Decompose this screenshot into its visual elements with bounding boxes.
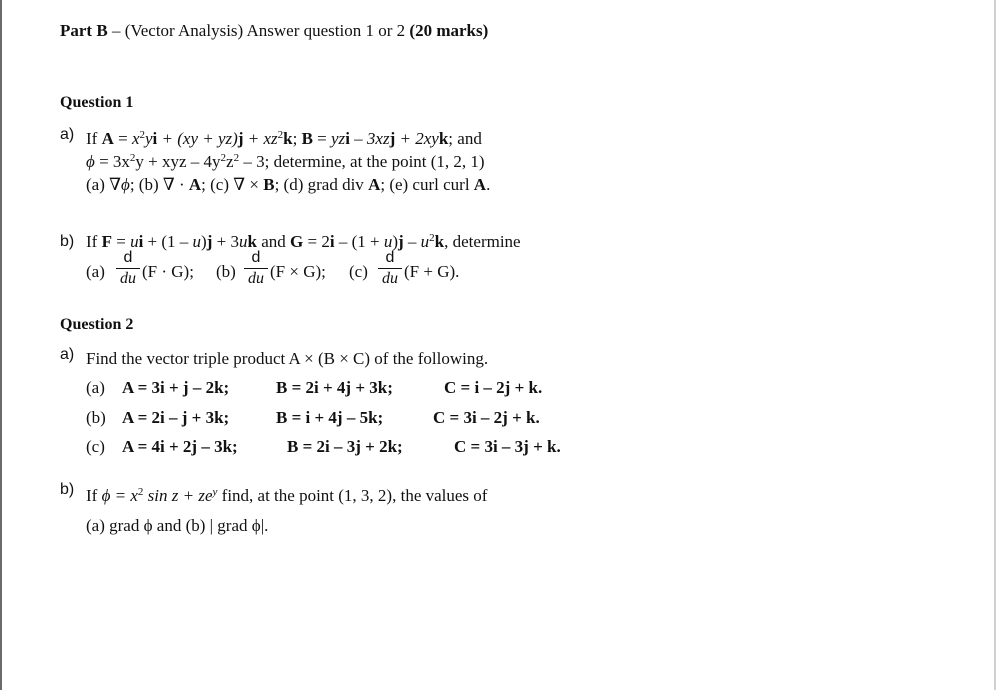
text-if: If	[86, 129, 98, 148]
q1b-label: b)	[60, 233, 75, 250]
unit-i: i	[138, 232, 144, 251]
header-dash: –	[107, 21, 125, 40]
term: = x	[110, 486, 138, 505]
derivative-fraction-c	[378, 250, 402, 287]
q1b-part-b-label: (b)	[216, 262, 236, 281]
q2a-row-c-vector-b: B = 2i – 3j + 2k;	[287, 437, 403, 456]
q1a-line3	[86, 176, 490, 193]
q1b-line1: If F = ui + (1 – u)j + 3uk and $G = 2i - (1 + u)j - u^2k$, determine	[86, 232, 521, 251]
frac-den: du	[382, 270, 398, 287]
period: .	[486, 175, 491, 194]
unit-k: k	[438, 129, 449, 148]
q2a-row-b-vector-c: C = 3i – 2j + k.	[433, 408, 540, 427]
q2a-intro: Find the vector triple product A × (B × C) of the following.	[86, 349, 489, 368]
q1a-label: a)	[60, 126, 75, 143]
vector-g: G	[290, 232, 304, 251]
q1b-part-c-label: (c)	[349, 262, 368, 281]
q2a-row-a-vector-b: B = 2i + 4j + 3k;	[276, 378, 393, 397]
text-find: find, at the point (1, 3, 2), the values of	[217, 486, 488, 505]
q2a-row-b-vector-a: A = 2i – j + 3k;	[122, 408, 230, 427]
vector-b: B	[263, 175, 275, 194]
q2a-row-b-part: (b)	[86, 408, 106, 427]
term: z	[226, 152, 234, 171]
unit-k: k	[247, 232, 257, 251]
text-determine: , determine	[444, 232, 521, 251]
frac-num: d	[251, 249, 261, 266]
term: + (xy + yz)	[157, 129, 238, 148]
unit-j: j	[206, 232, 213, 251]
q2b-line1: If $\phi = x^2$ $\sin z + ze^y$ find, at the point (1, 3, 2), the values of	[86, 486, 488, 505]
vector-a: A	[101, 129, 114, 148]
unit-j: j	[237, 129, 244, 148]
term: u	[130, 232, 139, 251]
vector-a: A	[473, 175, 487, 194]
q1b-expr-a: (F · G);	[142, 262, 194, 281]
left-border	[0, 0, 2, 690]
q2b-parts: (a) grad ϕ and (b) | grad ϕ|.	[86, 516, 269, 535]
part: ; (b) ∇ ·	[129, 175, 189, 194]
q1b-part-a-label: (a)	[86, 262, 105, 281]
derivative-fraction-b	[244, 250, 268, 287]
term: u	[192, 232, 202, 251]
frac-den: du	[248, 270, 264, 287]
part-header	[60, 22, 488, 39]
eq: =	[113, 129, 132, 148]
term: = 3x	[94, 152, 130, 171]
q1b-expr-b: (F × G);	[270, 262, 326, 281]
frac-den: du	[120, 270, 136, 287]
text-and: and	[256, 232, 290, 251]
unit-i: i	[329, 232, 335, 251]
term: – 3; determine, at the point (1, 2, 1)	[239, 152, 485, 171]
sep: ;	[292, 129, 302, 148]
text-and: ; and	[448, 129, 482, 148]
unit-i: i	[152, 129, 158, 148]
part: ; (c) ∇ ×	[201, 175, 264, 194]
q2a-row-a-part: (a)	[86, 378, 105, 397]
term: u	[238, 232, 248, 251]
term: x	[131, 129, 140, 148]
marks-label: (20 marks)	[409, 21, 489, 40]
q2a-row-c-vector-c: C = 3i – 3j + k.	[454, 437, 561, 456]
derivative-fraction-a	[116, 250, 140, 287]
q2a-row-a-vector-c: C = i – 2j + k.	[444, 378, 543, 397]
vector-a: A	[368, 175, 381, 194]
vector-b: B	[301, 129, 313, 148]
q2a-row-a-vector-a: A = 3i + j – 2k;	[122, 378, 230, 397]
q1a-line1: If $A = x^2yi + (xy + yz)j + xz^2k$; B = yzi – 3xzj + 2xyk; and	[86, 129, 482, 148]
vector-f: F	[101, 232, 112, 251]
question-2-heading: Question 2	[60, 316, 134, 333]
phi-symbol: ϕ	[86, 152, 95, 171]
text-if: If	[86, 232, 98, 251]
term: + 2xy	[395, 129, 439, 148]
term: – (1 +	[334, 232, 384, 251]
phi-symbol: ϕ	[121, 175, 130, 194]
frac-num: d	[385, 249, 395, 266]
term: )	[201, 232, 207, 251]
vector-a: A	[188, 175, 202, 194]
term: + (1 –	[143, 232, 193, 251]
term: yz	[331, 129, 346, 148]
part-label: Part B	[60, 21, 108, 40]
frac-num: d	[123, 249, 133, 266]
unit-k: k	[283, 129, 293, 148]
q1b-expr-c: (F + G).	[404, 262, 460, 281]
term: + xz	[243, 129, 278, 148]
q2a-label: a)	[60, 346, 75, 363]
eq: =	[111, 232, 131, 251]
q2a-row-c-vector-a: A = 4i + 2j – 3k;	[122, 437, 238, 456]
term: u	[420, 232, 430, 251]
term: = 2	[303, 232, 330, 251]
q2a-row-c-part: (c)	[86, 437, 105, 456]
text-if: If	[86, 486, 102, 505]
eq: =	[312, 129, 332, 148]
term: )	[392, 232, 398, 251]
part: ; (d) grad div	[274, 175, 369, 194]
term: –	[403, 232, 421, 251]
unit-j: j	[389, 129, 396, 148]
part: ; (e) curl curl	[380, 175, 474, 194]
question-1-heading: Question 1	[60, 94, 134, 111]
unit-i: i	[345, 129, 350, 148]
term: – 3xz	[349, 129, 390, 148]
term: y	[145, 129, 153, 148]
term: y + xyz – 4y	[135, 152, 221, 171]
unit-k: k	[434, 232, 445, 251]
q1a-line2: $\phi = 3x^2y$ + xyz – $4y^2z^2 - 3$; determine, at the point (1, 2, 1)	[86, 152, 485, 171]
unit-j: j	[397, 232, 404, 251]
part-title: (Vector Analysis) Answer question 1 or 2	[124, 21, 410, 40]
phi-symbol: ϕ	[101, 486, 111, 505]
term: + 3	[212, 232, 239, 251]
part: (a) ∇	[86, 175, 121, 194]
term: u	[383, 232, 393, 251]
q2b-label: b)	[60, 481, 75, 498]
q2a-row-b-vector-b: B = i + 4j – 5k;	[276, 408, 384, 427]
term: sin z + ze	[143, 486, 213, 505]
